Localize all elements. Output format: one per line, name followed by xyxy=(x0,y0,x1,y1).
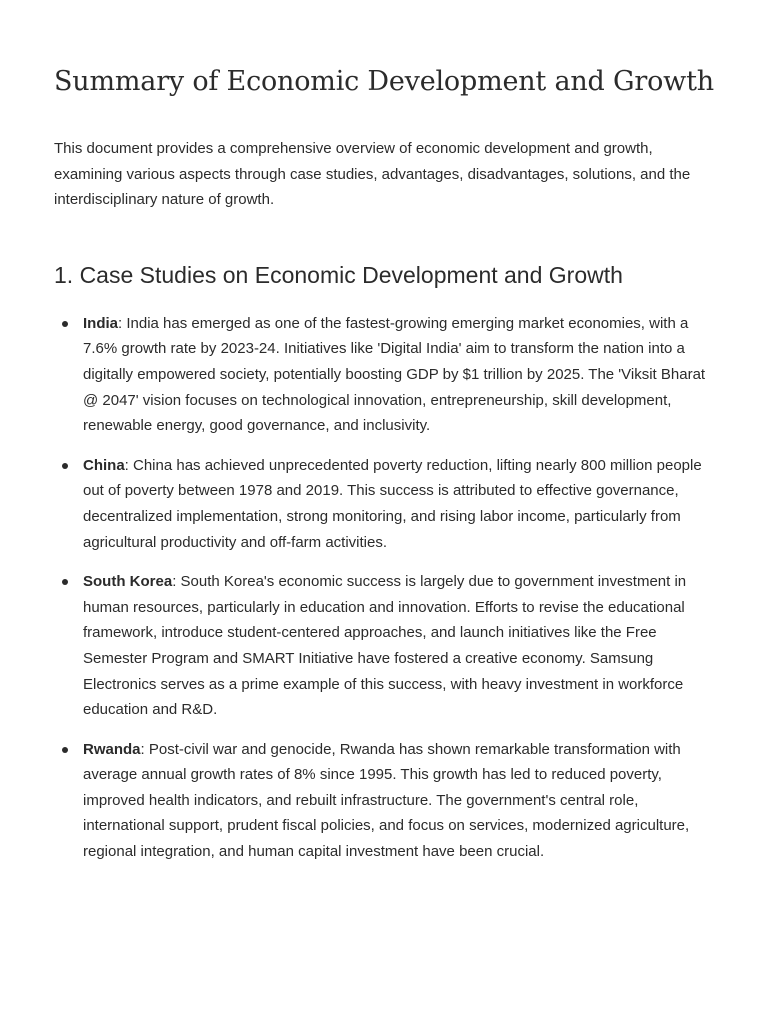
intro-paragraph: This document provides a comprehensive overview of economic development and growth, examining various aspects through case studies, advantages, disadvantages, solutions, and the interdisciplinary nature of growth. xyxy=(54,140,691,209)
case-text: : India has emerged as one of the fastest-growing emerging market economies, with a 7.6% growth rate by 2023-24. Initiatives like 'Digital India' aim to transform the nation into a digitally empowered society, potentially boosting GDP by $1 trillion by 2025. The 'Viksit Bharat @ 2047' vision focuses on technological innovation, entrepreneurship, skill development, renewable energy, good governance, and inclusivity. xyxy=(83,314,706,435)
bullet-icon xyxy=(62,747,68,753)
list-item-china xyxy=(54,453,716,555)
case-text: : South Korea's economic success is largely due to government investment in human resources, particularly in education and innovation. Efforts to revise the educational framework, introduce student-centered approaches, and launch initiatives like the Free Semester Program and SMART Initiative have fostered a creative economy. Samsung Electronics serves as a prime example of this success, with heavy investment in workforce education and R&D. xyxy=(83,573,687,719)
case-text: : China has achieved unprecedented poverty reduction, lifting nearly 800 million people out of poverty between 1978 and 2019. This success is attributed to effective governance, decentralized implementation, strong monitoring, and rising labor income, particularly from agricultural productivity and off-farm activities. xyxy=(83,456,702,551)
document-page xyxy=(54,62,716,879)
case-studies-list xyxy=(54,311,716,865)
case-text: : Post-civil war and genocide, Rwanda has shown remarkable transformation with average annual growth rates of 8% since 1995. This growth has led to reduced poverty, improved health indicators, and rebuilt infrastructure. The government's central role, international support, prudent fiscal policies, and focus on services, modernized agriculture, regional integration, and human capital investment have been crucial. xyxy=(83,740,690,861)
bullet-icon xyxy=(62,321,68,327)
list-item-rwanda xyxy=(54,737,716,865)
list-item-india xyxy=(54,311,716,439)
bullet-icon xyxy=(62,579,68,585)
page-title: Summary of Economic Development and Growth xyxy=(54,66,714,97)
bullet-icon xyxy=(62,463,68,469)
section-heading-case-studies: 1. Case Studies on Economic Development and Growth xyxy=(54,261,623,288)
case-name: South Korea xyxy=(83,573,173,591)
case-name: India xyxy=(83,314,119,332)
list-item-south-korea xyxy=(54,569,716,723)
case-name: Rwanda xyxy=(83,740,141,758)
case-name: China xyxy=(83,456,125,474)
